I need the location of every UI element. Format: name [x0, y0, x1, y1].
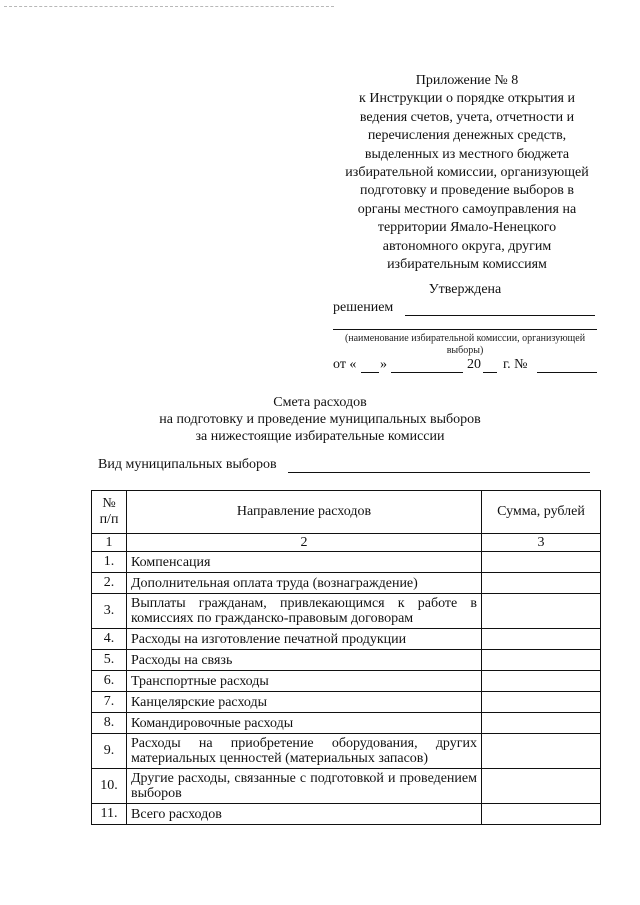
row-number: 10.: [92, 769, 127, 804]
election-kind-label: Вид муниципальных выборов: [98, 457, 277, 472]
amount-cell[interactable]: [482, 671, 601, 692]
appendix-line: территории Ямало-Ненецкого: [377, 220, 557, 236]
appendix-line: подготовку и проведение выборов в: [359, 183, 574, 199]
estimate-subtitle: за нижестоящие избирательные комиссии: [195, 429, 445, 444]
row-number: 2.: [92, 573, 127, 594]
number-fill-line[interactable]: [537, 372, 597, 373]
amount-cell[interactable]: [482, 713, 601, 734]
date-number-row: [333, 357, 597, 377]
row-label: Расходы на изготовление печатной продукции: [127, 629, 482, 650]
row-label: Компенсация: [127, 552, 482, 573]
appendix-line: ведения счетов, учета, отчетности и: [359, 109, 575, 125]
estimate-title-block: [60, 394, 580, 445]
election-kind-row: [98, 457, 593, 477]
decision-label: решением: [333, 300, 394, 315]
row-label: Расходы на связь: [127, 650, 482, 671]
table-row: [92, 671, 601, 692]
amount-cell[interactable]: [482, 734, 601, 769]
column-number: 3: [482, 534, 601, 552]
header-amount: Сумма, рублей: [482, 491, 601, 534]
row-number: 1.: [92, 552, 127, 573]
estimate-subtitle: на подготовку и проведение муниципальных выборов: [159, 412, 481, 427]
row-label: Расходы на приобретение оборудования, других материальных ценностей (материальных запасов): [127, 734, 482, 769]
appendix-line: Приложение № 8: [415, 73, 519, 88]
header-direction: Направление расходов: [127, 491, 482, 534]
decision-fill-line[interactable]: [405, 315, 595, 316]
row-label: Другие расходы, связанные с подготовкой и проведением выборов: [127, 769, 482, 804]
row-number: 7.: [92, 692, 127, 713]
election-kind-fill-line[interactable]: [288, 472, 590, 473]
column-number-row: [92, 534, 601, 552]
column-number: 1: [92, 534, 127, 552]
table-row: [92, 734, 601, 769]
amount-cell[interactable]: [482, 629, 601, 650]
date-from-label: от «: [333, 357, 357, 372]
table-row: [92, 552, 601, 573]
year-fill-line[interactable]: [483, 372, 497, 373]
amount-cell[interactable]: [482, 573, 601, 594]
row-number: 3.: [92, 594, 127, 629]
appendix-header: [322, 72, 612, 274]
table-row: [92, 804, 601, 825]
row-label: Канцелярские расходы: [127, 692, 482, 713]
amount-cell[interactable]: [482, 650, 601, 671]
number-label: г. №: [503, 357, 528, 372]
appendix-line: автономного округа, другим: [382, 238, 552, 254]
row-label: Всего расходов: [127, 804, 482, 825]
expenses-table: [91, 490, 601, 825]
table-row: [92, 650, 601, 671]
row-number: 4.: [92, 629, 127, 650]
table-row: [92, 629, 601, 650]
estimate-title: Смета расходов: [273, 395, 367, 410]
commission-name-fill-line[interactable]: [333, 329, 597, 330]
appendix-line: перечисления денежных средств,: [367, 128, 567, 144]
amount-cell[interactable]: [482, 804, 601, 825]
row-number: 5.: [92, 650, 127, 671]
scan-artifact-line: [4, 6, 334, 7]
table-row: [92, 713, 601, 734]
table-header-row: [92, 491, 601, 534]
row-number: 9.: [92, 734, 127, 769]
approved-title: Утверждена: [428, 282, 502, 297]
table-row: [92, 573, 601, 594]
decision-row: [333, 300, 597, 320]
column-number: 2: [127, 534, 482, 552]
row-label: Транспортные расходы: [127, 671, 482, 692]
table-row: [92, 594, 601, 629]
row-number: 11.: [92, 804, 127, 825]
amount-cell[interactable]: [482, 769, 601, 804]
row-number: 8.: [92, 713, 127, 734]
commission-name-note: (наименование избирательной комиссии, организующей выборы): [344, 333, 586, 356]
table-row: [92, 692, 601, 713]
appendix-line: избирательным комиссиям: [387, 257, 547, 273]
row-label: Командировочные расходы: [127, 713, 482, 734]
amount-cell[interactable]: [482, 692, 601, 713]
amount-cell[interactable]: [482, 552, 601, 573]
date-quote-close: »: [380, 357, 387, 372]
year-prefix: 20: [467, 357, 481, 372]
row-label: Выплаты гражданам, привлекающимся к работе в комиссиях по гражданско-правовым договорам: [127, 594, 482, 629]
amount-cell[interactable]: [482, 594, 601, 629]
row-number: 6.: [92, 671, 127, 692]
day-fill-line[interactable]: [361, 372, 379, 373]
appendix-line: органы местного самоуправления на: [357, 201, 577, 217]
appendix-line: избирательной комиссии, организующей: [345, 165, 589, 181]
appendix-line: выделенных из местного бюджета: [364, 146, 570, 162]
table-row: [92, 769, 601, 804]
row-label: Дополнительная оплата труда (вознаграждение): [127, 573, 482, 594]
appendix-line: к Инструкции о порядке открытия и: [359, 91, 575, 107]
month-fill-line[interactable]: [391, 372, 463, 373]
header-num: № п/п: [92, 491, 127, 534]
